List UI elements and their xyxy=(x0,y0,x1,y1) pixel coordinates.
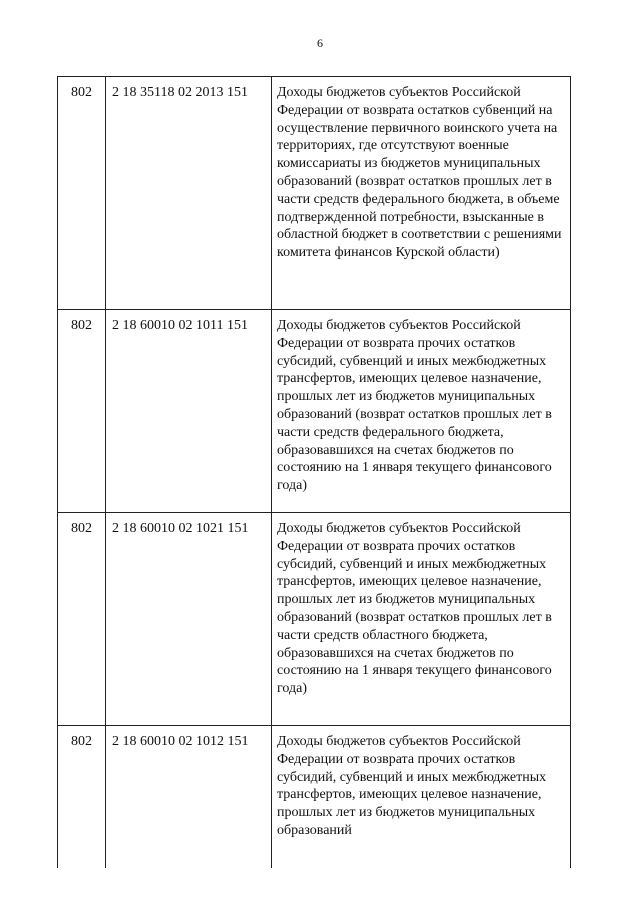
table-row xyxy=(58,726,571,869)
kbk-code-cell: 2 18 35118 02 2013 151 xyxy=(106,77,272,310)
description-cell: Доходы бюджетов субъектов Российской Федерации от возврата прочих остатков субсидий, субвенций и иных межбюджетных трансфертов, имеющих целевое назначение, прошлых лет из бюджетов муниципальных образований (возврат остатков прошлых лет в части средств федерального бюджета, образовавшихся на счетах бюджетов по состоянию на 1 января текущего финансового года) xyxy=(272,310,571,513)
admin-code-cell: 802 xyxy=(58,726,106,869)
page-number: 6 xyxy=(317,36,323,50)
description-cell: Доходы бюджетов субъектов Российской Федерации от возврата прочих остатков субсидий, субвенций и иных межбюджетных трансфертов, имеющих целевое назначение, прошлых лет из бюджетов муниципальных образований xyxy=(272,726,571,869)
admin-code-cell: 802 xyxy=(58,513,106,726)
table-row xyxy=(58,310,571,513)
table-row xyxy=(58,77,571,310)
budget-codes-table xyxy=(57,76,571,868)
admin-code-cell: 802 xyxy=(58,310,106,513)
description-cell: Доходы бюджетов субъектов Российской Федерации от возврата прочих остатков субсидий, субвенций и иных межбюджетных трансфертов, имеющих целевое назначение, прошлых лет из бюджетов муниципальных образований (возврат остатков прошлых лет в части средств областного бюджета, образовавшихся на счетах бюджетов по состоянию на 1 января текущего финансового года) xyxy=(272,513,571,726)
kbk-code-cell: 2 18 60010 02 1012 151 xyxy=(106,726,272,869)
description-cell: Доходы бюджетов субъектов Российской Федерации от возврата остатков субвенций на осуществление первичного воинского учета на территориях, где отсутствуют военные комиссариаты из бюджетов муниципальных образований (возврат остатков прошлых лет в части средств федерального бюджета, в объеме подтвержденной потребности, взысканные в областной бюджет в соответствии с решениями комитета финансов Курской области) xyxy=(272,77,571,310)
kbk-code-cell: 2 18 60010 02 1011 151 xyxy=(106,310,272,513)
admin-code-cell: 802 xyxy=(58,77,106,310)
kbk-code-cell: 2 18 60010 02 1021 151 xyxy=(106,513,272,726)
table-row xyxy=(58,513,571,726)
